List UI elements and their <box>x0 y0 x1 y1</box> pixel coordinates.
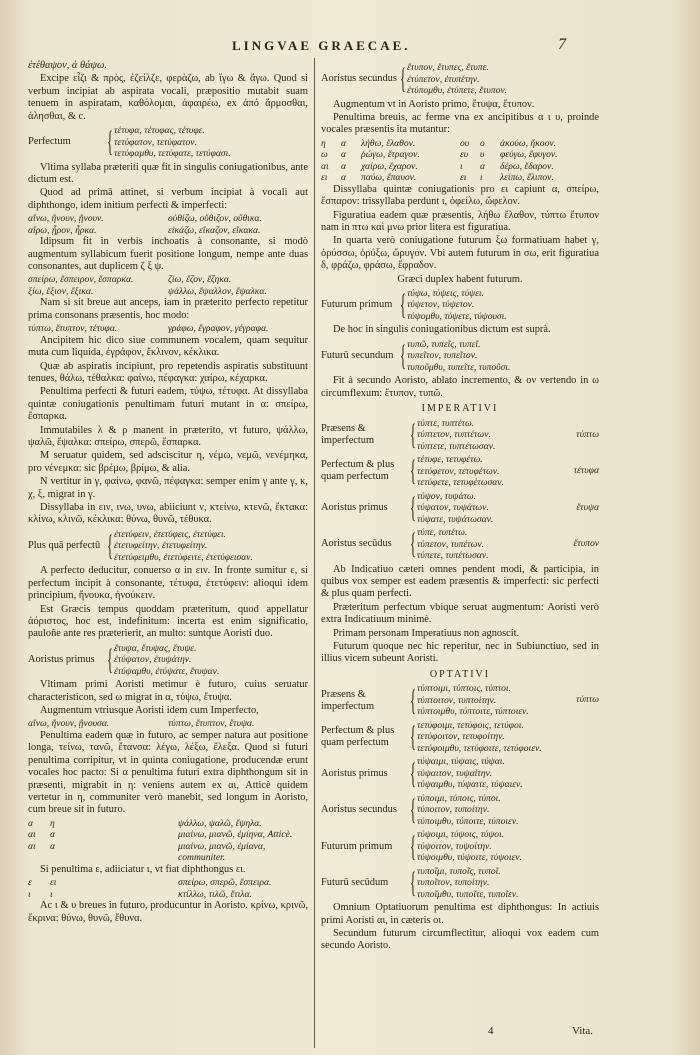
paradigm-line: τετύφαμθυ, τετύφατε, τετύφασι. <box>114 148 231 160</box>
future1-paradigm <box>321 288 599 323</box>
paragraph: Idipsum fit in verbis inchoatis à consonante, si modò augmentum syllabicum fuerit positione longum, nempe ante duas consonantes, aut duplicem ζ ξ ψ. <box>28 236 308 272</box>
vowel: α <box>28 817 34 829</box>
example: σπείρω, σπερῶ, ἔσπειρα. <box>178 877 272 889</box>
paradigm-line: ἐτύψατον, ἐτυψάτην. <box>114 654 192 666</box>
example: οὐθίζω, οὔθιζον, οὔθικα. <box>168 213 262 225</box>
vowel: ει <box>460 172 467 184</box>
paradigm-line: τύψαιμι, τύψαις, τύψαι. <box>417 756 505 768</box>
paradigm-line: τύπτοιμθυ, τύπτοιτε, τύπτοιεν. <box>417 706 529 718</box>
paradigm-line: τύψομθυ, τύψετε, τύψουσι. <box>407 310 507 322</box>
example-table <box>28 213 308 236</box>
example: φεύγω, ἔφυγον. <box>500 149 558 161</box>
brace-icon: { <box>409 866 417 899</box>
paragraph: Ab Indicatiuo cæteri omnes pendent modi, & participia, in quibus vox semper est eadem præsentis & imperfecti: sic perfecti & plus quam perfecti. <box>321 563 599 600</box>
vowel: α <box>50 829 56 841</box>
vowel: ευ <box>460 149 469 161</box>
source-form: τύπτω <box>576 694 599 706</box>
example: αἴνω, ἤνουν, ᾔνουν. <box>28 213 104 225</box>
example: σπείρω, ἔσπειρον, ἔσπαρκα. <box>28 274 134 286</box>
paragraph: Ac ι & υ breues in futuro, producuntur in Aoristo. κρίνω, κρινῶ, ἔκρινα: θύνω, θυνῶ, ἔθυνα. <box>28 900 308 924</box>
example: ψάλλω, ψαλῶ, ἔψηλα. <box>178 817 262 829</box>
paradigm-line: τύψατον, τυψάτων. <box>417 502 489 514</box>
vowel: ι <box>28 888 31 900</box>
example: λήθω, ἔλαθον. <box>361 137 416 149</box>
paragraph: De hoc in singulis coniugationibus dictum est suprà. <box>333 324 551 336</box>
optative-aorist1 <box>321 756 599 791</box>
paragraph: A perfecto deducitur, conuerso α in ειν. In fronte sumitur ε, si perfectum incipit à consonante, τέτυφα, ἐτετύφειν: alioqui idem principium, ἤνουκα, ἠνούκειν. <box>28 565 308 602</box>
source-form: ἔτυπον <box>573 538 599 550</box>
paradigm-line: ἐτύπετον, ἐτυπέτην. <box>407 73 480 85</box>
brace-icon: { <box>409 793 417 826</box>
brace-icon: { <box>409 756 417 790</box>
paragraph: M seruatur quidem, sed adsciscitur η, νέμω, νεμῶ, νενέμηκα, pro νένεμκα: sic βρέμω, βρίμω, & alia. <box>28 450 308 474</box>
example: εἰκάζω, εἴκαζον, εἴκακα. <box>168 224 261 236</box>
example: κτίλλω, τιλῶ, ἔτιλα. <box>178 888 252 900</box>
paradigm-line: τυπεῖτον, τυπεῖτον. <box>407 350 478 362</box>
paradigm-line: τύψω, τύψεις, τύψει. <box>407 287 484 299</box>
imperative-perfect <box>321 454 599 489</box>
paragraph: Omnium Optatiuorum penultima est diphthongus: In actiuis primi Aoristi αι, in cæteris οι. <box>321 902 599 926</box>
paradigm-line: τετύφοιμι, τετύφοις, τετύφοι. <box>417 719 524 731</box>
paradigm-label: Futurū secūdum <box>321 877 389 888</box>
imperative-present <box>321 418 599 453</box>
brace-icon: { <box>409 490 417 524</box>
paragraph: Præteritum perfectum vbique seruat augmentum: Aoristi verò extra Indicatiuum minimè. <box>321 601 599 626</box>
right-column <box>321 60 599 954</box>
vowel: υ <box>480 149 485 161</box>
vowel: ου <box>460 137 470 149</box>
brace-icon: { <box>399 339 407 373</box>
aorist2-paradigm <box>321 62 599 97</box>
paragraph: Vltimam primi Aoristi metimur è futuro, cuius seruatur characteristicon, sed ω migrat in α, τύψω, ἔτυψα. <box>28 679 308 703</box>
paradigm-line: τύψετον, τύψετον. <box>407 299 475 311</box>
example: αἴνω, ἤνουν, ᾔνουσα. <box>28 718 110 730</box>
optative-aorist2 <box>321 793 599 828</box>
paragraph: Quod ad primā attinet, si verbum incipiat à vocali aut diphthongo, idem initium perfecti & imperfecti: <box>28 187 308 211</box>
vowel: ει <box>50 877 57 889</box>
paragraph: Vltima syllaba præteriti quæ fit in singulis coniugationibus, ante dictum est. <box>28 161 308 185</box>
aorist1-paradigm <box>28 643 308 678</box>
example: ξίω, ἔξιον, ἔξικα. <box>28 285 94 297</box>
brace-icon: { <box>409 683 417 717</box>
paragraph: In quarta verò coniugatione futurum ξω formatiuam habet γ, ὀρύσσω, ὀρύξω, ὤρυγον. Vbi autem futurum in σω, erit figuratiua δ, φράζω, φράσω, ἔφραδον. <box>321 235 599 272</box>
page-header <box>0 38 700 58</box>
paragraph: Græci duplex habent futurum. <box>397 273 523 285</box>
vowel-change-table <box>28 877 308 900</box>
paradigm-label: Futurum primum <box>321 840 393 852</box>
paragraph: Primam personam Imperatiuus non agnoscit. <box>333 627 520 639</box>
optative-perfect <box>321 720 599 755</box>
paradigm-line: τυποῖμι, τυποῖς, τυποῖ. <box>417 865 501 877</box>
vowel: αι <box>28 829 36 841</box>
left-column <box>28 60 308 926</box>
brace-icon: { <box>399 62 407 96</box>
paradigm-label: Perfectum & plus quam perfectum <box>321 459 395 483</box>
paragraph: Nam si sit breue aut anceps, iam in præterito perfecto repetitur prima consonans præsentis, hoc modo: <box>28 297 308 321</box>
optative-future2 <box>321 866 599 901</box>
paradigm-line: τύψαιμθυ, τύψαιτε, τύψαιεν. <box>417 779 523 791</box>
paradigm-line: ἐτετύφειν, ἐτετύφεις, ἐτετύφει. <box>114 528 226 540</box>
vowel: ε <box>28 877 32 889</box>
paradigm-line: τυποῖτον, τυποίτην. <box>417 877 490 889</box>
example: παύω, ἔπαυον. <box>361 172 417 184</box>
brace-icon: { <box>409 527 417 561</box>
perfectum-paradigm <box>28 125 308 160</box>
example: ζίω, ἔζον, ἔζηκα. <box>168 274 232 286</box>
paradigm-line: τύποιμι, τύποις, τύποι. <box>417 792 501 804</box>
source-form: τέτυφα <box>573 465 599 477</box>
vowel: α <box>341 160 347 172</box>
paragraph: Figuratiua eadem quæ præsentis, λήθω ἔλαθον, τύπτω ἔτυπον nam in πτω καὶ μνω prior litera est figuratiua. <box>321 209 599 233</box>
section-heading: OPTATIVI <box>429 668 491 680</box>
example: μιαίνω, μιανῶ, ἐμίηνα, Atticè. <box>178 829 293 841</box>
vowel: α <box>480 160 486 172</box>
paradigm-label: Præsens & imperfectum <box>321 422 375 446</box>
brace-icon: { <box>106 529 114 563</box>
vowel: ο <box>480 137 485 149</box>
paradigm-label: Aoristus secūdus <box>321 538 392 550</box>
vowel: ει <box>321 172 328 184</box>
vowel-change-table <box>321 138 599 184</box>
example-table <box>28 323 308 335</box>
page-number: 7 <box>558 36 566 53</box>
paradigm-line: τετύφοιτον, τετυφοίτην. <box>417 731 505 743</box>
example: ῥώγω, ἔτραγον. <box>361 149 420 161</box>
paradigm-line: τυποῦμθυ, τυπεῖτε, τυποῦσι. <box>407 361 511 373</box>
paradigm-line: τύψοιμθυ, τύψοιτε, τύψοιεν. <box>417 852 522 864</box>
paradigm-label: Aoristus primus <box>321 501 388 513</box>
paragraph: Fit à secundo Aoristo, ablato incremento, & ον vertendo in ω circumflexum: ἔτυπον, τυπῶ. <box>321 375 599 399</box>
vowel: ι <box>460 160 463 172</box>
paragraph: Penultima breuis, ac ferme vna ex ancipitibus α ι υ, proinde vocales præsentis ita mutantur: <box>321 111 599 136</box>
paradigm-line: ἔτυπον, ἔτυπες, ἔτυπε. <box>407 62 489 73</box>
section-heading: IMPERATIVI <box>421 403 499 415</box>
paradigm-line: τετύφετον, τετυφέτων. <box>417 465 500 477</box>
paradigm-line: τυποῖμθυ, τυποῖτε, τυποῖεν. <box>417 888 519 900</box>
paradigm-line: τύπτετε, τυπτέτωσαν. <box>417 440 496 452</box>
brace-icon: { <box>409 417 417 451</box>
example: δέρω, ἔδαρον. <box>500 160 554 172</box>
paradigm-line: τετύφατον, τετύφατον. <box>114 136 197 148</box>
paradigm-line: ἐτύψαμθυ, ἐτύψατε, ἔτυψαν. <box>114 665 220 677</box>
paradigm-line: τύπετον, τυπέτων. <box>417 538 484 550</box>
paragraph: Augmentum vtriusque Aoristi idem cum Imperfecto, <box>40 705 259 717</box>
brace-icon: { <box>399 288 407 322</box>
catchword: Vita. <box>572 1025 594 1037</box>
paradigm-line: τύψατε, τυψάτωσαν. <box>417 513 494 525</box>
paradigm-line: τέτυφε, τετυφέτω. <box>417 454 483 466</box>
brace-icon: { <box>106 642 114 676</box>
paragraph: ἐτέθαψον, ἀ θάψω. <box>28 60 107 71</box>
vowel: α <box>50 840 56 852</box>
example: γράφω, ἔγραφον, γέγραφα. <box>168 323 269 335</box>
example-table <box>28 718 308 730</box>
brace-icon: { <box>409 829 417 863</box>
paradigm-label: Præsens & imperfectum <box>321 688 375 712</box>
paragraph: Quæ ab aspiratis incipiunt, pro repetendis aspiratis substituunt tenues, θάλω, τέθαλκα: φαίνω, πέφαγκα: χαίρω, κέχαρκα. <box>28 360 308 384</box>
paradigm-line: τύψαιτον, τυψαίτην. <box>417 767 493 779</box>
paragraph: Penultima eadem quæ in futuro, ac semper natura aut positione longa, τείνω, τανῶ, ἔτανσα: λέγω, λέξω, ἔλεξα. Quod si futuri penultima corripitur, vt in quinta coniugatione, producendæ erunt vocales hoc pacto: Si α penultima futuri extra diphthongum sit in præsenti, migrabit in η: veniens autem ex αι, Atticè quidem vertetur in η, communiter verò manebit, sed longum in Aoristo, cum breue sit in futuro. <box>28 729 308 816</box>
example: ψάλλω, ἔψαλλον, ἔψαλκα. <box>168 285 267 297</box>
paragraph: Dissyllaba quintæ coniugationis pro ει capiunt α, σπείρω, ἔσπαρον: trissyllaba perdunt ι, ὀφείλω, ὤφελον. <box>321 183 599 208</box>
paradigm-line: τετύφετε, τετυφέτωσαν. <box>417 477 504 489</box>
brace-icon: { <box>409 454 417 488</box>
vowel: ω <box>321 149 328 161</box>
imperative-aorist1 <box>321 491 599 526</box>
paragraph: Excipe εἶζι & πρὸς, ἐζείλζε, φερὰζω, ab ἴγω & ἄγω. Quod si verbum incipiat ab aspirata vocali, præpositio mutabit suam tenuem in aspiratam, καθόλομαι, ἀφαιρέω, ex ἀπό ἅρμοσθαι, ἀλησθαι, & c. <box>28 73 308 122</box>
vowel: αι <box>28 840 36 852</box>
paragraph: Ancipitem hic dico siue communem vocalem, quam sequitur muta cum liquida, ἐγράφον, ἔκλινον, κέκλικα. <box>28 334 308 359</box>
plusquam-paradigm <box>28 529 308 564</box>
paradigm-line: ἐτετύφειμθυ, ἐτετύφειτε, ἐτετύφεισαν. <box>114 551 253 563</box>
example: χαίρω, ἔχαρον. <box>361 160 418 172</box>
paradigm-line: ἐτετυφείτην, ἐτετυφείτην. <box>114 540 208 552</box>
vowel: αι <box>321 160 329 172</box>
imperative-aorist2 <box>321 527 599 562</box>
paragraph: Futurum quoque nec hic reperitur, nec in Subiunctiuo, sed in illius vicem subeunt Aoristi. <box>321 641 599 665</box>
brace-icon: { <box>106 125 114 159</box>
paradigm-line: τύψοιμι, τύψοις, τύψοι. <box>417 829 505 841</box>
paradigm-line: τύποιτον, τυποίτην. <box>417 804 490 816</box>
paradigm-label: Futurū secundum <box>321 349 394 361</box>
optative-future1 <box>321 829 599 864</box>
paradigm-label: Aoristus primus <box>28 653 95 665</box>
paradigm-line: τέτυφα, τέτυφας, τέτυφε. <box>114 125 205 137</box>
paragraph: Dissyllaba in ειν, ινω, υνω, abiiciunt ν, κτείνω, κτενῶ, ἔκτακα: κλίνω, κλινῶ, κέκλικα: θύνω, θυνῶ, τέθυκα. <box>28 501 308 526</box>
optative-present <box>321 683 599 718</box>
example: τύπτω, ἔτυπτον, τέτυφα. <box>28 323 118 335</box>
paradigm-line: τύπτοιμι, τύπτοις, τύπτοι. <box>417 683 511 695</box>
paradigm-line: τύπτε, τυπτέτω. <box>417 417 475 429</box>
paradigm-label: Aoristus secundus <box>321 804 397 815</box>
paragraph: Est Græcis tempus quoddam præteritum, quod appellatur ἀόριστος, hoc est, indefinitum: incerta est enim significatio, pauloñe ante res præterierit, an multo: suntque Aoristi duo. <box>28 603 308 640</box>
vowel: ι <box>480 172 483 184</box>
vowel: α <box>341 172 347 184</box>
paradigm-line: τύποιμθυ, τύποιτε, τύποιεν. <box>417 815 519 827</box>
paradigm-line: τύπε, τυπέτω. <box>417 527 468 539</box>
paradigm-label: Aoristus primus <box>321 767 388 779</box>
signature-mark: 4 <box>488 1025 494 1037</box>
paradigm-line: τύψοιτον, τυψοίτην. <box>417 840 492 852</box>
vowel: ι <box>50 888 53 900</box>
vowel: α <box>341 149 347 161</box>
example: μιαίνω, μιανῶ, ἐμίανα, communiter. <box>178 840 266 864</box>
example: ἀκούω, ἤκοον. <box>500 137 557 149</box>
paradigm-line: τύψον, τυψάτω. <box>417 490 477 502</box>
paragraph: Secundum futurum circumflectitur, alioqui vox eadem cum secundo Aoristo. <box>321 928 599 952</box>
paragraph: Si penultima ε, adiiciatur ι, vt fiat diphthongus ει. <box>40 863 246 875</box>
example-table <box>28 274 308 297</box>
paradigm-line: τυπῶ, τυπεῖς, τυπεῖ. <box>407 338 481 350</box>
paragraph: Penultima perfecti & futuri eadem, τύψω, τέτυφα. At dissyllaba quintæ coniugationis penultimam futuri mutant in α: σπείρω, ἔσπαρκα. <box>28 386 308 423</box>
source-form: τύπτω <box>576 428 599 440</box>
brace-icon: { <box>409 720 417 753</box>
vowel-change-table <box>28 818 308 864</box>
vowel: η <box>321 137 326 149</box>
paragraph: Immutabiles λ & ρ manent in præterito, vt futuro, ψάλλω, ψαλῶ, ἔψαλκα: σπείρω, σπερῶ, ἔσπαρκα. <box>28 424 308 448</box>
vowel: α <box>341 137 347 149</box>
paradigm-line: τύπτοιτον, τυπτοίτην. <box>417 694 497 706</box>
paradigm-line: ἐτύπομθυ, ἐτύπετε, ἔτυπον. <box>407 85 508 96</box>
example: αἴρω, ᾖρον, ἦρκα. <box>28 224 97 236</box>
paradigm-label: Futurum primum <box>321 299 393 311</box>
paradigm-label: Perfectum <box>28 136 71 148</box>
paragraph: N vertitur in γ, φαίνω, φανῶ, πέφαγκα: semper enim γ ante γ, κ, χ, ξ, migrat in γ. <box>28 476 308 500</box>
paradigm-line: τύπτετον, τυπτέτων. <box>417 429 491 441</box>
source-form: ἔτυψα <box>576 501 599 513</box>
paradigm-line: τύπετε, τυπέτωσαν. <box>417 550 489 562</box>
paragraph: Augmentum vt in Aoristo primo, ἔτυψα, ἔτυπον. <box>333 98 535 110</box>
paradigm-line: τετύφοιμθυ, τετύφοιτε, τετύφοιεν. <box>417 742 542 754</box>
future2-paradigm <box>321 339 599 374</box>
example: τύπτω, ἔτυπτον, ἔτυψα. <box>168 718 255 730</box>
paradigm-label: Plus quā perfectū <box>28 539 101 551</box>
example: λείπω, ἔλιπον. <box>500 172 554 184</box>
paradigm-line: ἔτυψα, ἔτυψας, ἔτυψε. <box>114 642 197 654</box>
column-rule <box>314 58 315 1048</box>
vowel: η <box>50 817 55 829</box>
paradigm-label: Perfectum & plus quam perfectum <box>321 725 395 748</box>
running-head: LINGVAE GRAECAE. <box>232 38 411 53</box>
paradigm-label: Aoristus secundus <box>321 73 397 85</box>
